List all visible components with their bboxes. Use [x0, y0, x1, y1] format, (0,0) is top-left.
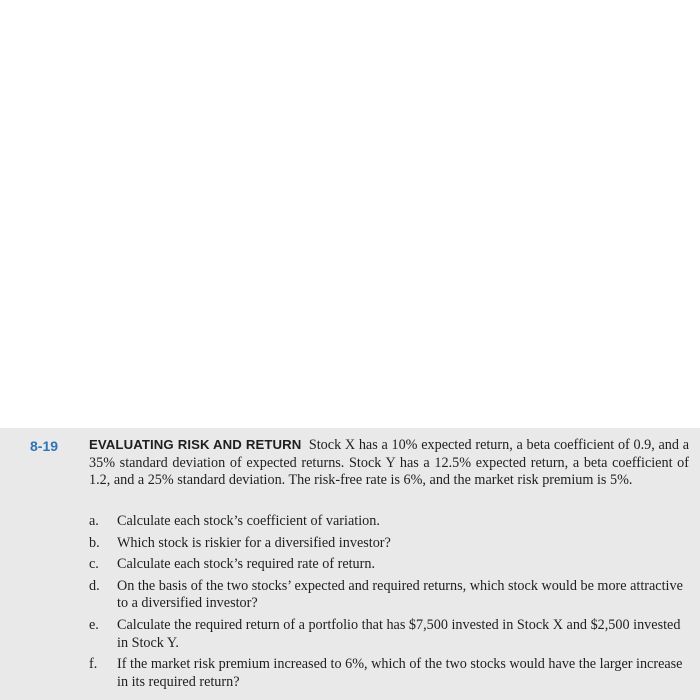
part-letter: d. [89, 577, 100, 594]
problem-part-b [89, 535, 689, 553]
part-text: Which stock is riskier for a diversified investor? [117, 534, 391, 551]
part-letter: f. [89, 656, 98, 673]
part-letter: c. [89, 556, 99, 573]
problem-number: 8-19 [30, 438, 59, 454]
problem-parts-list [89, 513, 689, 695]
problem-statement-text: Stock X has a 10% expected return, a beta coefficient of 0.9, and a 35% standard deviation of expected returns. Stock Y has a 12.5% expected return, a beta coefficient of 1.2, and a 25% standard deviation. The risk-free rate is 6%, and the market risk premium is 5%. [89, 437, 689, 489]
part-text: Calculate each stock’s coefficient of variation. [117, 513, 380, 529]
part-letter: e. [89, 616, 99, 633]
problem-part-e [89, 617, 689, 652]
problem-part-c [89, 556, 689, 574]
problem-part-a [89, 513, 689, 531]
part-letter: a. [89, 513, 99, 529]
problem-part-f [89, 656, 689, 691]
problem-statement [89, 436, 689, 490]
part-text: On the basis of the two stocks’ expected and required returns, which stock would be more attractive to a diversified investor? [117, 577, 683, 612]
problem-title: EVALUATING RISK AND RETURN [89, 437, 302, 452]
problem-panel [0, 428, 700, 700]
part-text: Calculate the required return of a portfolio that has $7,500 invested in Stock X and $2,500 invested in Stock Y. [117, 616, 681, 651]
problem-part-d [89, 578, 689, 613]
part-text: Calculate each stock’s required rate of return. [117, 556, 376, 573]
part-letter: b. [89, 534, 100, 551]
part-text: If the market risk premium increased to 6%, which of the two stocks would have the larger increase in its required return? [117, 656, 683, 690]
